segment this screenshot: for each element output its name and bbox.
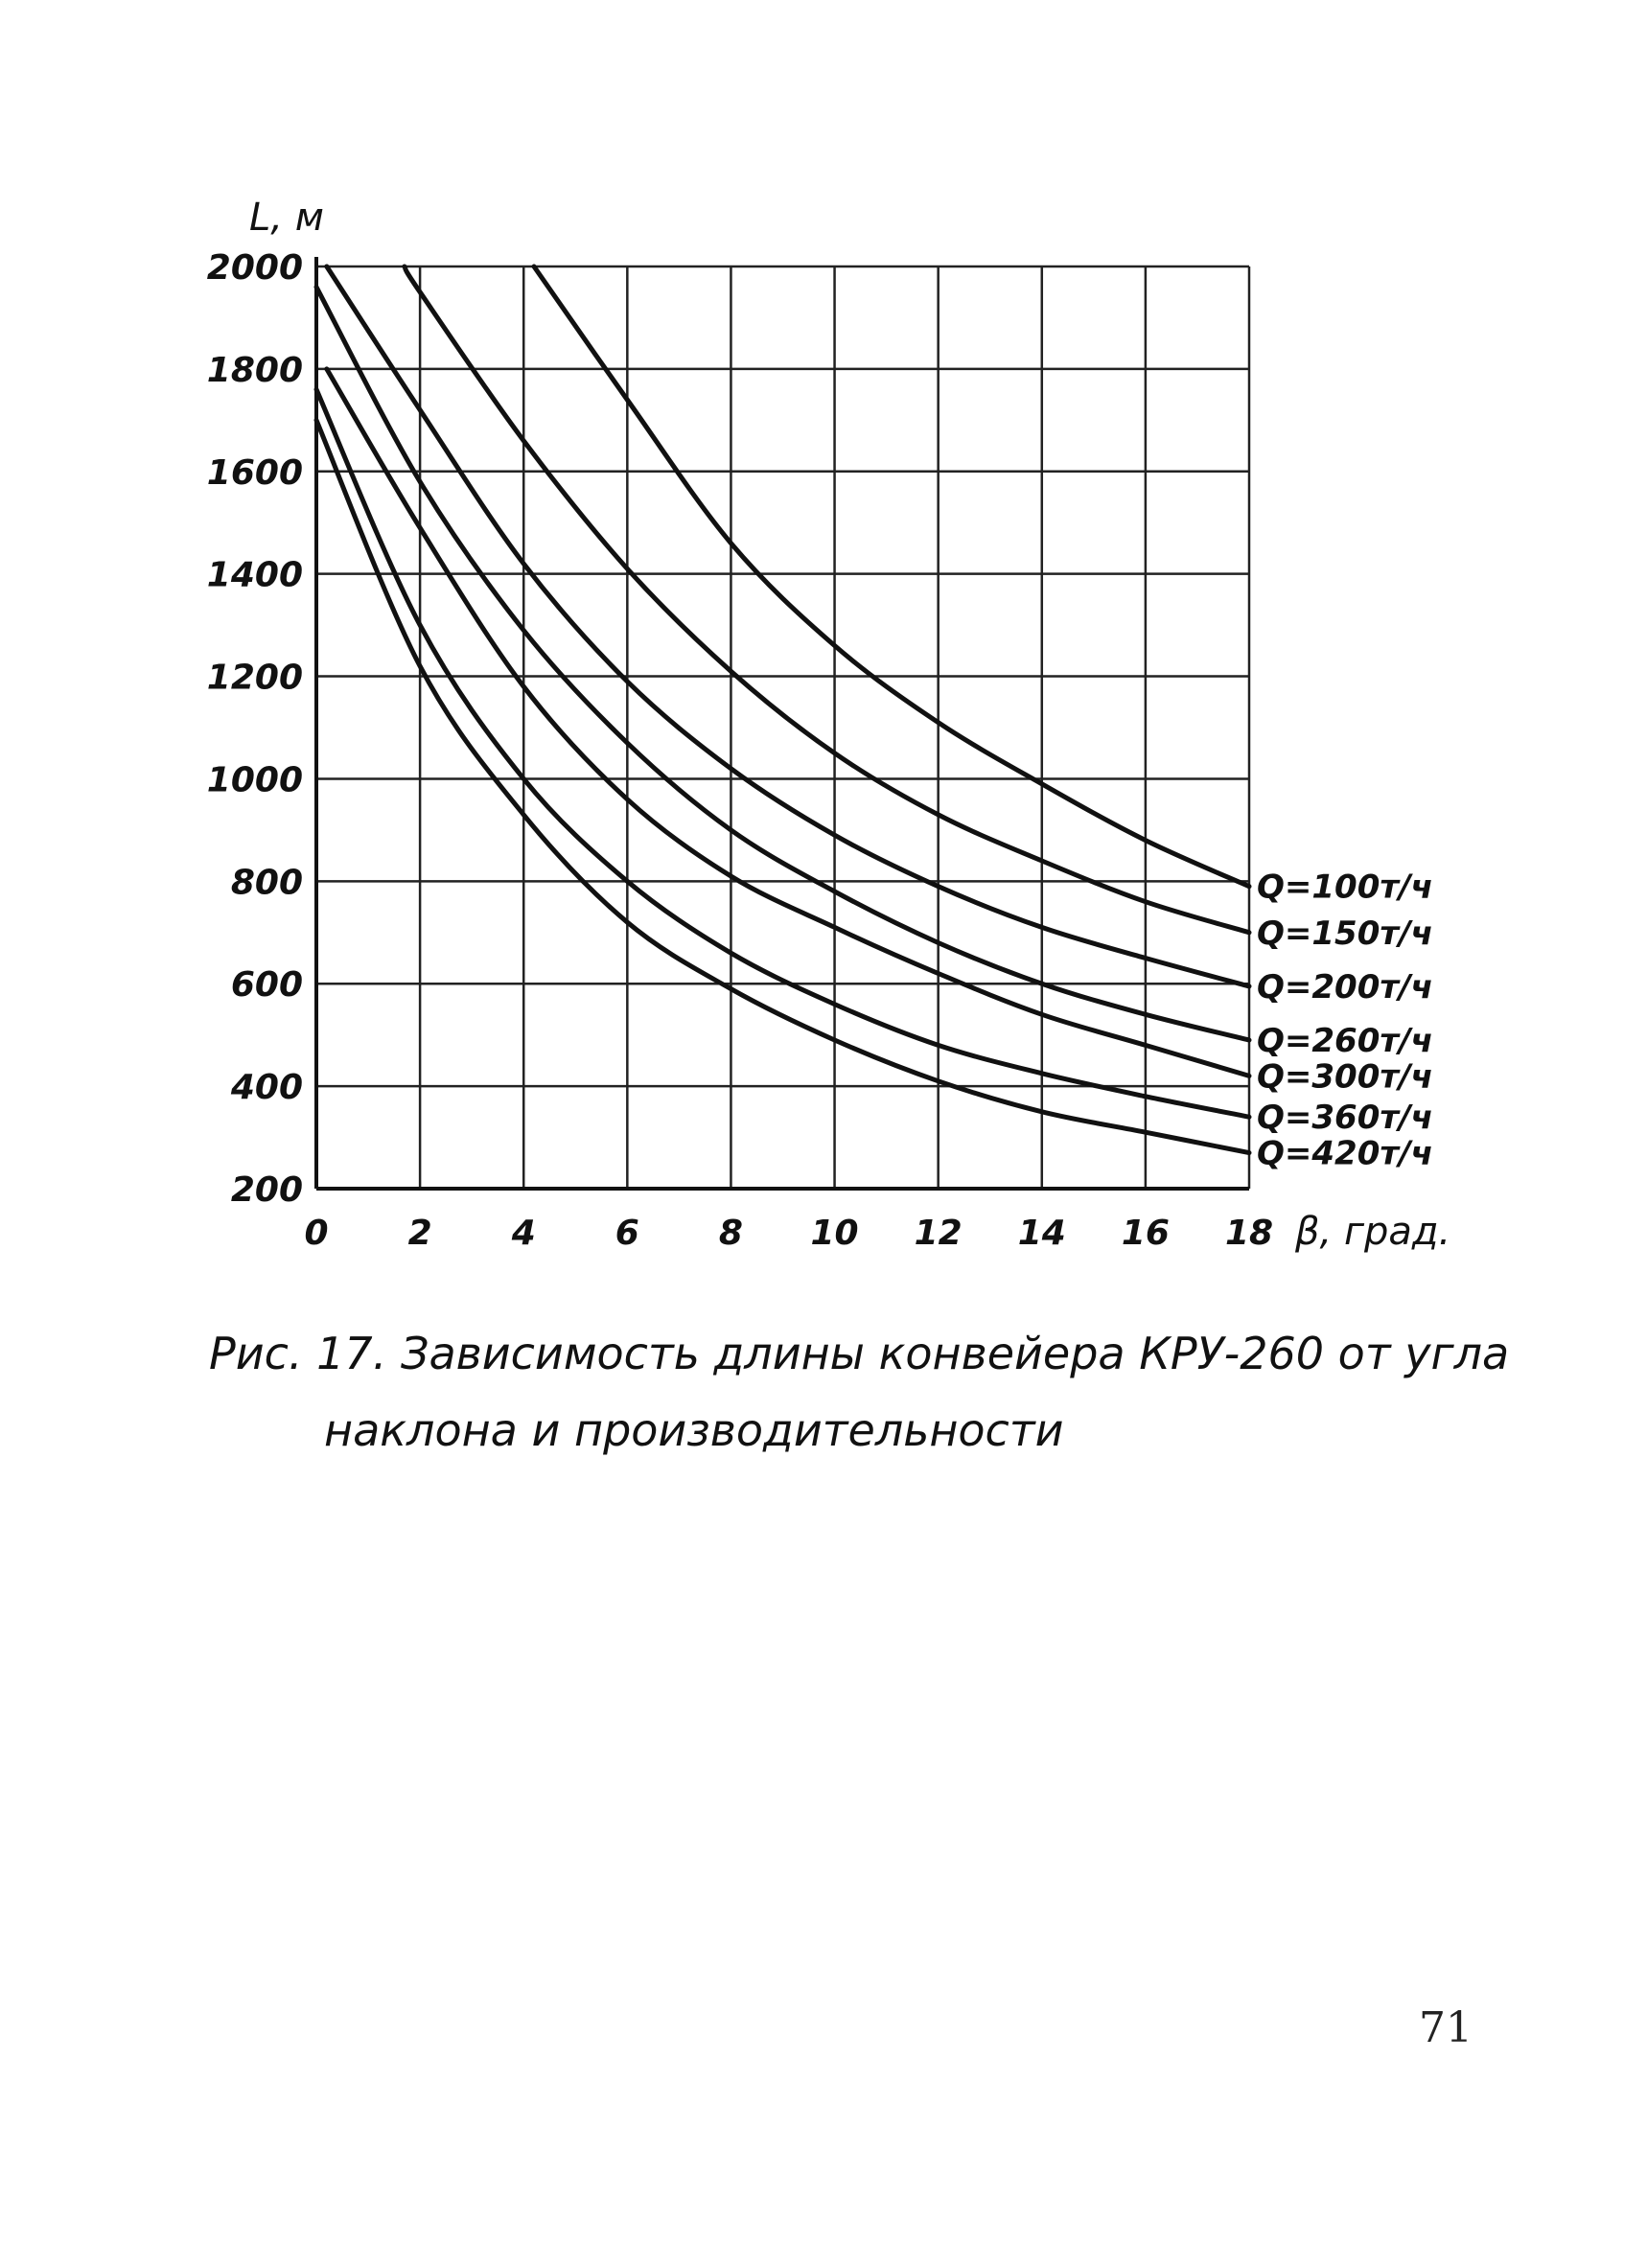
labels: [207, 196, 1450, 1254]
x-tick-label: 8: [718, 1214, 743, 1253]
figure-caption-line-1: Рис. 17. Зависимость длины конвейера КРУ-260 от угла: [209, 1328, 1510, 1379]
y-tick-label: 1000: [206, 760, 303, 800]
series-curve-3: [327, 266, 1249, 986]
series-curve-4: [316, 287, 1249, 1040]
x-tick-label: 2: [407, 1214, 432, 1253]
series-label-6: Q=360т/ч: [1257, 1099, 1433, 1138]
x-tick-label: 12: [914, 1214, 963, 1253]
y-tick-label: 800: [230, 863, 303, 903]
x-tick-label: 4: [511, 1214, 536, 1253]
y-tick-label: 1200: [206, 658, 303, 698]
y-tick-label: 600: [230, 965, 303, 1006]
series-curve-1: [534, 266, 1249, 887]
x-tick-label: 10: [810, 1214, 859, 1253]
page-number: 71: [1419, 2003, 1473, 2052]
series-curve-7: [316, 420, 1249, 1152]
x-tick-label: 18: [1224, 1214, 1274, 1253]
y-tick-label: 1600: [206, 452, 303, 493]
y-tick-label: 400: [230, 1068, 303, 1108]
figure-caption-line-2: наклона и производительности: [324, 1404, 1064, 1456]
series-label-1: Q=100т/ч: [1257, 868, 1433, 907]
x-axis-label: β, град.: [1295, 1210, 1451, 1254]
series-curves: [316, 266, 1249, 1153]
series-curve-6: [316, 389, 1249, 1117]
x-tick-label: 0: [304, 1214, 329, 1253]
series-label-2: Q=150т/ч: [1257, 914, 1433, 953]
series-label-3: Q=200т/ч: [1257, 967, 1433, 1007]
y-axis-label: L, м: [249, 196, 324, 240]
series-label-5: Q=300т/ч: [1257, 1057, 1433, 1097]
x-tick-label: 14: [1017, 1214, 1066, 1253]
series-label-4: Q=260т/ч: [1257, 1022, 1433, 1061]
series-label-7: Q=420т/ч: [1257, 1134, 1433, 1173]
y-tick-label: 2000: [206, 248, 303, 288]
y-tick-label: 1400: [206, 555, 303, 595]
x-tick-label: 6: [615, 1214, 639, 1253]
y-tick-label: 200: [230, 1170, 303, 1210]
x-tick-label: 16: [1121, 1214, 1170, 1253]
y-tick-label: 1800: [206, 350, 303, 390]
